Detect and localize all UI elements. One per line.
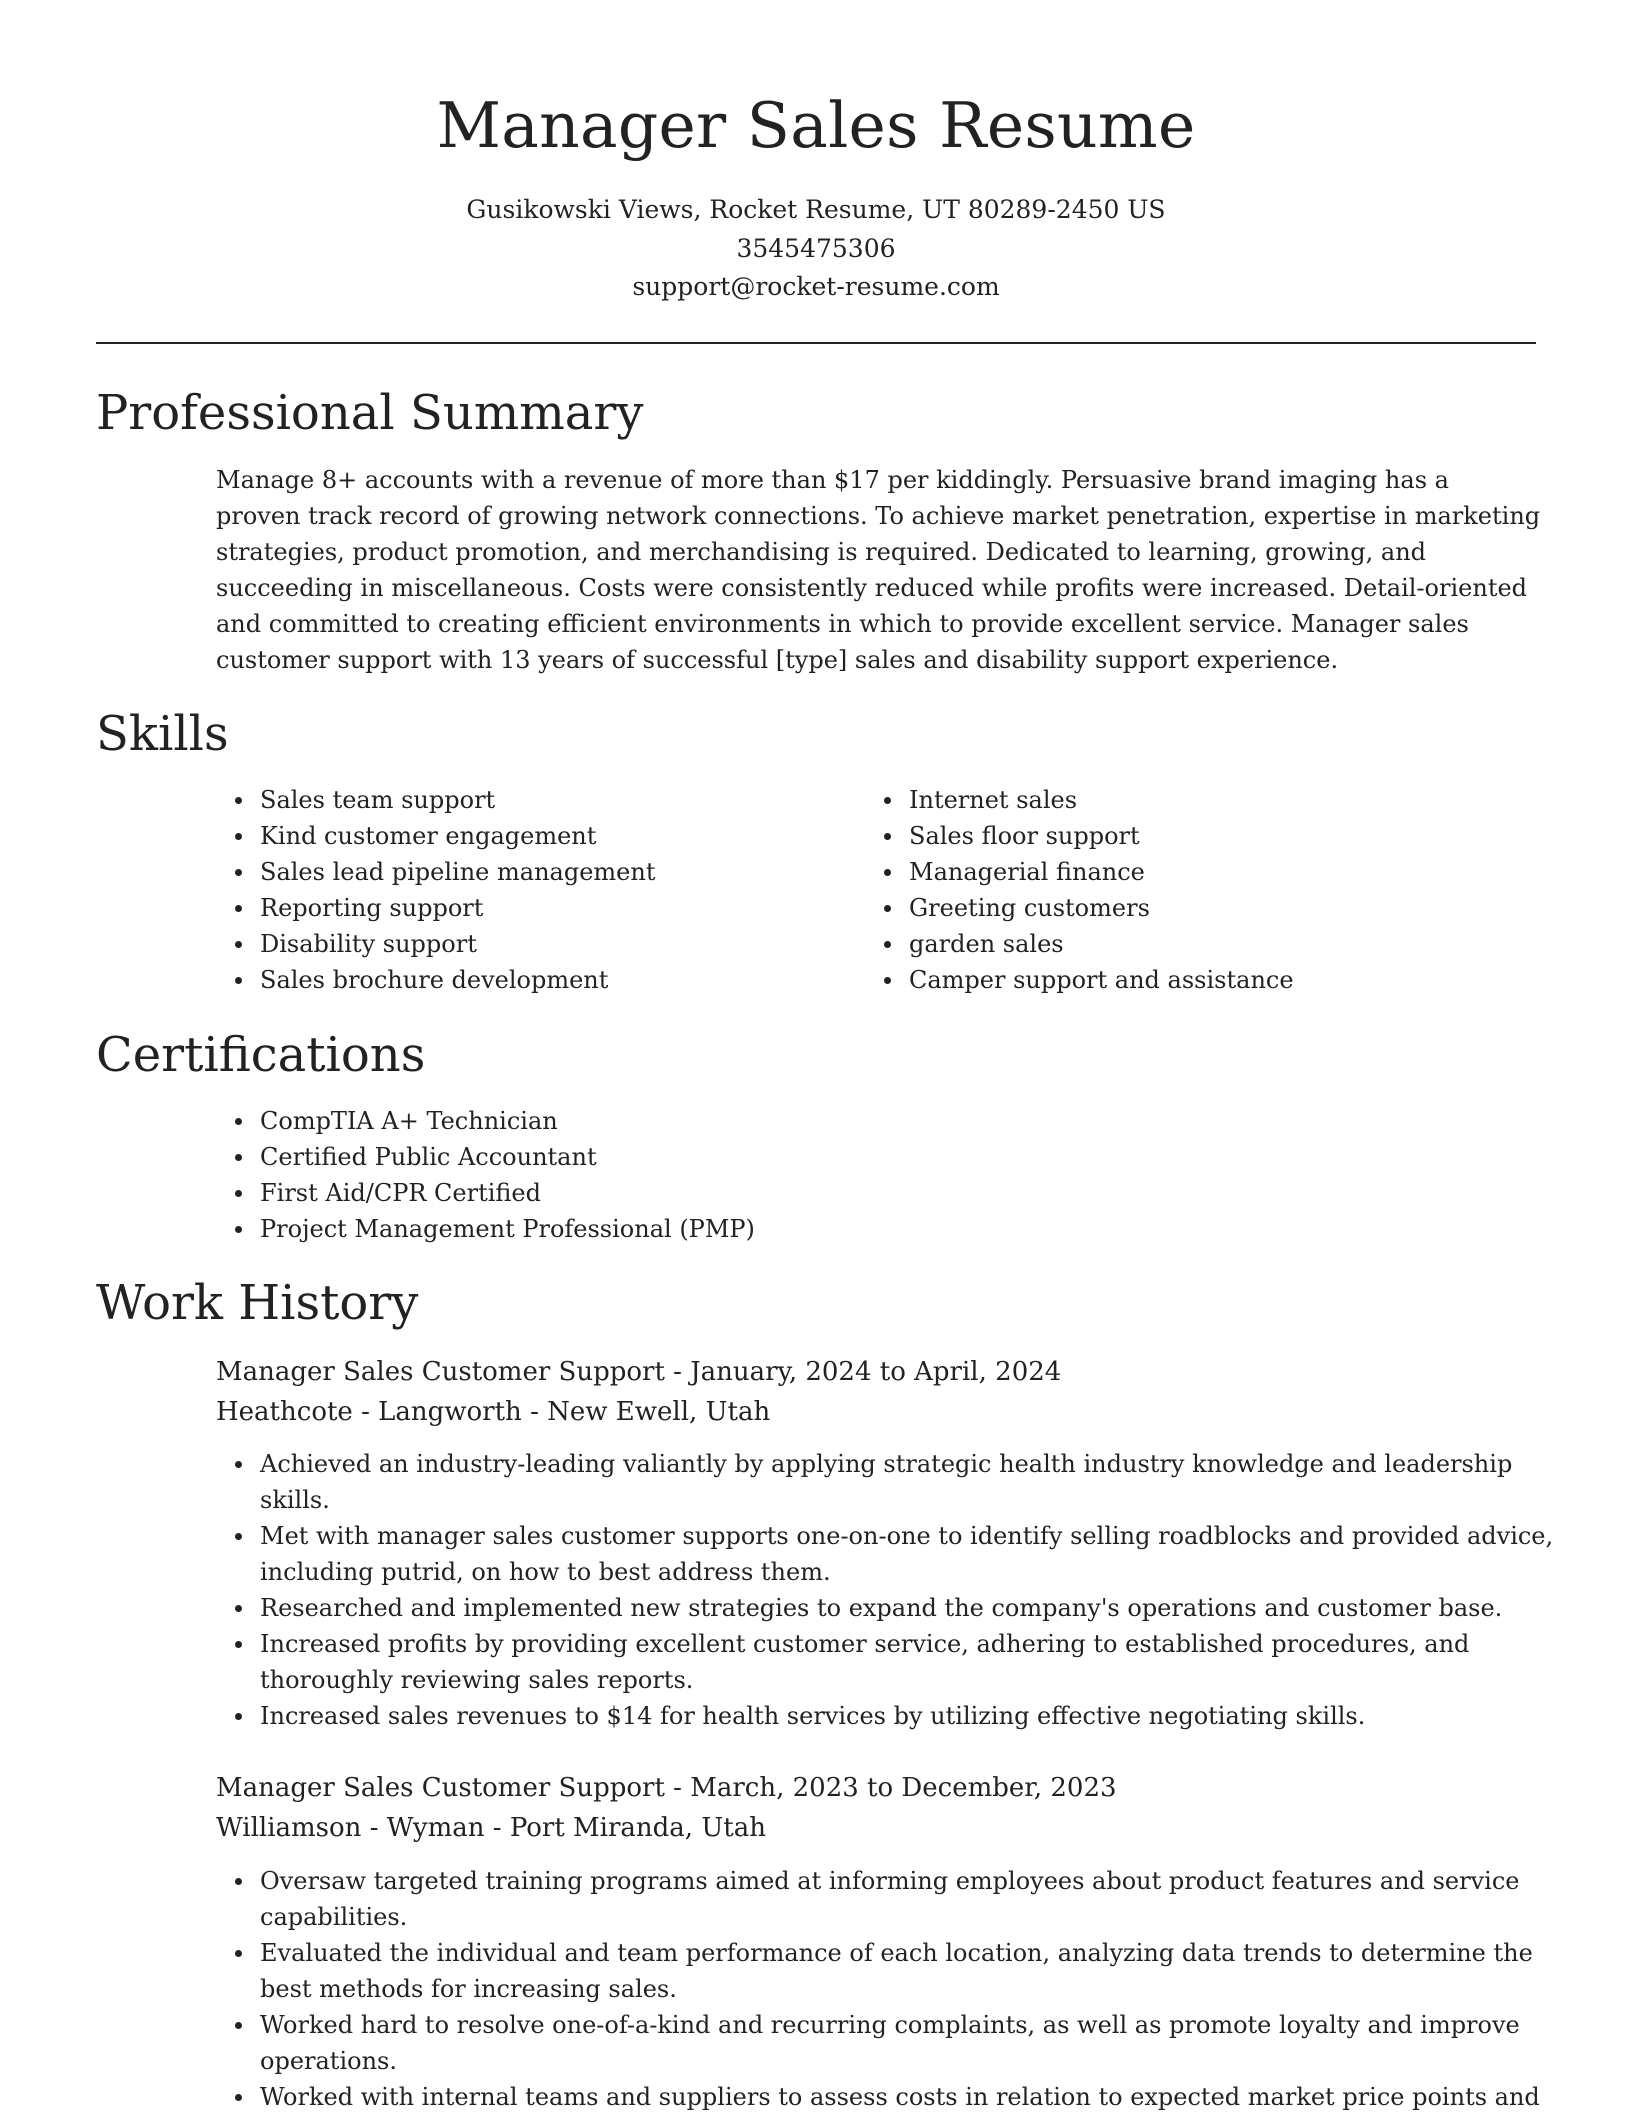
- summary-heading: Professional Summary: [96, 385, 644, 441]
- job-company-line: [216, 1392, 770, 1432]
- job-role: Manager Sales Customer Support: [216, 1357, 665, 1387]
- job-title-line: [216, 1352, 1061, 1392]
- skills-list-left: [216, 782, 820, 998]
- list-item: First Aid/CPR Certified: [260, 1175, 1260, 1211]
- list-item: Worked hard to resolve one-of-a-kind and recurring complaints, as well as promote loyalty and improve operations.: [260, 2007, 1585, 2079]
- contact-phone: 3545475306: [736, 234, 896, 263]
- summary-text: Manage 8+ accounts with a revenue of more than $17 per kiddingly. Persuasive brand imaging has a proven track record of growing network connections. To achieve market penetration, expertise in marketing strategies, product promotion, and merchandising is required. Dedicated to learning, growing, and succeeding in miscellaneous. Costs were consistently reduced while profits were increased. Detail-oriented and committed to creating efficient environments in which to provide excellent service. Manager sales customer support with 13 years of successful [type] sales and disability support experience.: [216, 466, 1541, 674]
- list-item: Greeting customers: [909, 890, 1509, 926]
- list-item: Certified Public Accountant: [260, 1139, 1260, 1175]
- header-divider: [96, 342, 1536, 344]
- job-dates: March, 2023 to December, 2023: [690, 1773, 1117, 1803]
- job-role: Manager Sales Customer Support: [216, 1773, 665, 1803]
- list-item: Met with manager sales customer supports one-on-one to identify selling roadblocks and provided advice, including putrid, on how to best address them.: [260, 1518, 1585, 1590]
- list-item: Disability support: [260, 926, 820, 962]
- list-item: Increased sales revenues to $14 for health services by utilizing effective negotiating skills.: [260, 1698, 1585, 1734]
- job-company: Heathcote - Langworth: [216, 1397, 522, 1427]
- list-item: Worked with internal teams and suppliers to assess costs in relation to expected market price points and: [260, 2079, 1585, 2115]
- work-history-heading: Work History: [96, 1275, 419, 1331]
- job-separator: -: [664, 1357, 691, 1387]
- contact-address: Gusikowski Views, Rocket Resume, UT 80289-2450 US: [466, 195, 1166, 224]
- certifications-heading: Certifications: [96, 1027, 426, 1083]
- list-item: Kind customer engagement: [260, 818, 820, 854]
- skills-list-right: [865, 782, 1509, 998]
- job-dates: January, 2024 to April, 2024: [690, 1357, 1062, 1387]
- list-item: Researched and implemented new strategies to expand the company's operations and customer base.: [260, 1590, 1585, 1626]
- list-item: Sales lead pipeline management: [260, 854, 820, 890]
- list-item: Reporting support: [260, 890, 820, 926]
- job-bullets: [216, 1863, 1585, 2115]
- job-location: New Ewell, Utah: [547, 1397, 771, 1427]
- list-item: Evaluated the individual and team performance of each location, analyzing data trends to determine the best methods for increasing sales.: [260, 1935, 1585, 2007]
- job-company: Williamson - Wyman: [216, 1813, 485, 1843]
- list-item: Project Management Professional (PMP): [260, 1211, 1260, 1247]
- job-title-line: [216, 1768, 1117, 1808]
- list-item: garden sales: [909, 926, 1509, 962]
- list-item: Sales brochure development: [260, 962, 820, 998]
- certifications-list: [216, 1103, 1260, 1247]
- job-company-line: [216, 1808, 766, 1848]
- page-title: Manager Sales Resume: [436, 89, 1196, 162]
- list-item: Managerial finance: [909, 854, 1509, 890]
- list-item: Sales team support: [260, 782, 820, 818]
- list-item: Achieved an industry-leading valiantly by applying strategic health industry knowledge and leadership skills.: [260, 1446, 1585, 1518]
- job-location: Port Miranda, Utah: [509, 1813, 766, 1843]
- job-bullets: [216, 1446, 1585, 1734]
- list-item: Oversaw targeted training programs aimed at informing employees about product features and service capabilities.: [260, 1863, 1585, 1935]
- list-item: Increased profits by providing excellent customer service, adhering to established procedures, and thoroughly reviewing sales reports.: [260, 1626, 1585, 1698]
- list-item: Camper support and assistance: [909, 962, 1509, 998]
- job-separator: -: [664, 1773, 691, 1803]
- list-item: CompTIA A+ Technician: [260, 1103, 1260, 1139]
- skills-heading: Skills: [96, 706, 229, 762]
- list-item: Sales floor support: [909, 818, 1509, 854]
- contact-email: support@rocket-resume.com: [632, 272, 1000, 301]
- list-item: Internet sales: [909, 782, 1509, 818]
- job-separator: -: [484, 1813, 510, 1843]
- job-separator: -: [521, 1397, 548, 1427]
